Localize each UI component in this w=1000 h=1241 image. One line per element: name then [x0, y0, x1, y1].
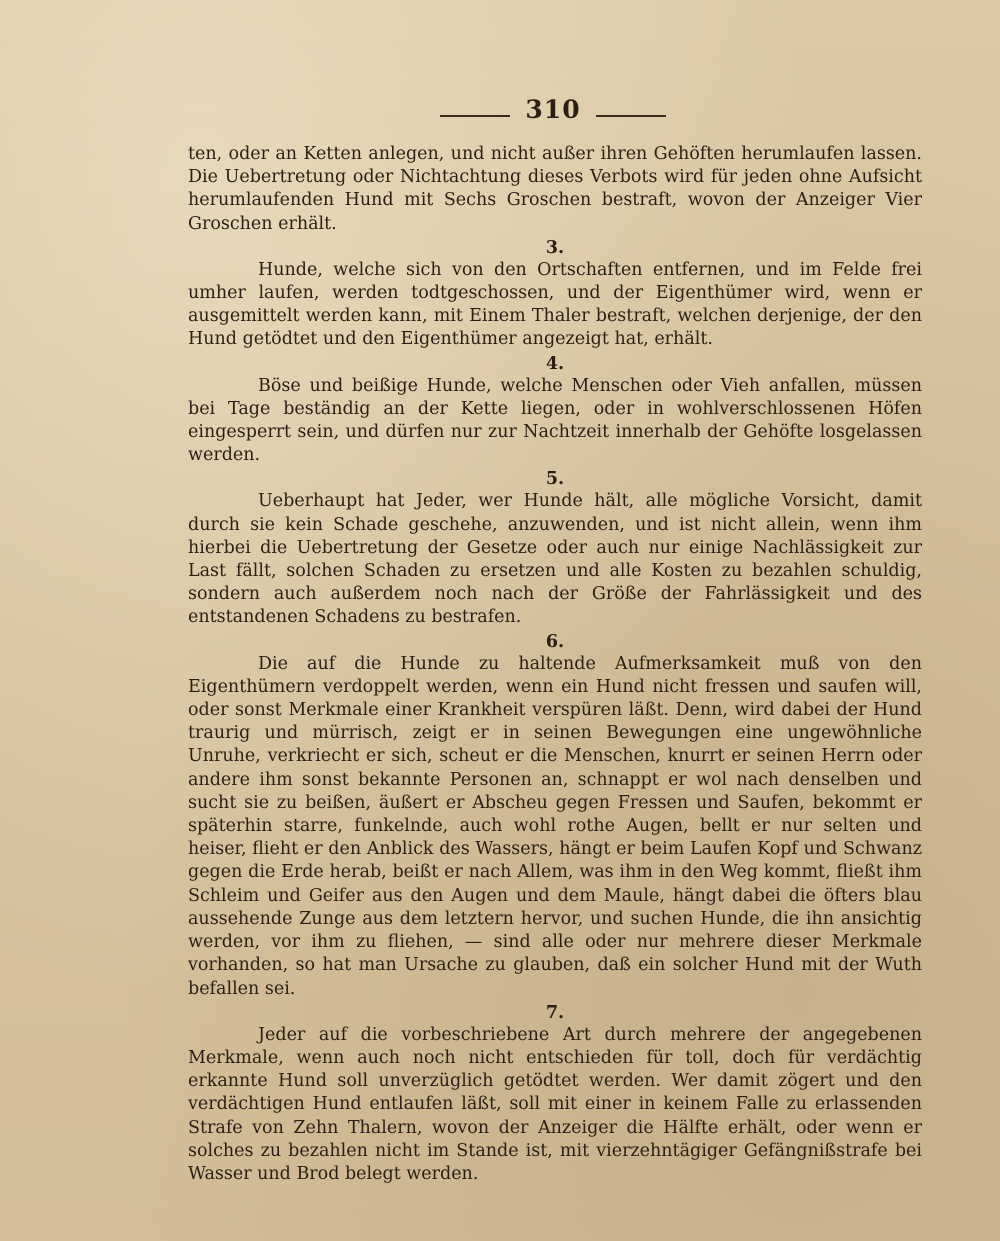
body-text — [188, 143, 922, 1186]
section-number-5: 5. — [545, 469, 565, 490]
section-number-7: 7. — [545, 1002, 565, 1023]
header-rule-left — [440, 115, 510, 117]
page-number: 310 — [525, 95, 581, 124]
paragraph-continuation: ten, oder an Ketten anlegen, und nicht außer ihren Gehöften herumlaufen lassen. Die Uebertretung oder Nichtachtung dieses Verbots wird für jeden ohne Aufsicht herumlaufenden Hund mit Sechs Groschen bestraft, wovon der Anzeiger Vier Groschen erhält. — [188, 144, 922, 234]
header-rule-right — [596, 115, 666, 117]
section-number-4: 4. — [545, 353, 565, 374]
section-number-6: 6. — [545, 631, 565, 652]
page-header — [0, 95, 1000, 135]
paragraph-section-5: Ueberhaupt hat Jeder, wer Hunde hält, alle mögliche Vorsicht, damit durch sie kein Schade geschehe, anzuwenden, und ist nicht allein, wenn ihm hierbei die Uebertretung der Gesetze oder auch nur einige Nachlässigkeit zur Last fällt, solchen Schaden zu ersetzen und alle Kosten zu bezahlen schuldig, sondern auch außerdem noch nach der Größe der Fahrlässigkeit und des entstandenen Schadens zu bestrafen. — [188, 491, 922, 628]
section-number-3: 3. — [545, 237, 565, 258]
paragraph-section-6: Die auf die Hunde zu haltende Aufmerksamkeit muß von den Eigenthümern verdoppelt werden, wenn ein Hund nicht fressen und saufen will, oder sonst Merkmale einer Krankheit verspüren läßt. Denn, wird dabei der Hund traurig und mürrisch, zeigt er in seinen Bewegungen eine ungewöhnliche Unruhe, verkriecht er sich, scheut er die Menschen, knurrt er seinen Herrn oder andere ihm sonst bekannte Personen an, schnappt er wol nach denselben und sucht sie zu beißen, äußert er Abscheu gegen Fressen und Saufen, bekommt er späterhin starre, funkelnde, auch wohl rothe Augen, bellt er nur selten und heiser, flieht er den Anblick des Wassers, hängt er beim Laufen Kopf und Schwanz gegen die Erde herab, beißt er nach Allem, was ihm in den Weg kommt, fließt ihm Schleim und Geifer aus den Augen und dem Maule, hängt dabei die öfters blau aussehende Zunge aus dem letztern hervor, und suchen Hunde, die ihn ansichtig werden, vor ihm zu fliehen, — sind alle oder nur mehrere dieser Merkmale vorhanden, so hat man Ursache zu glauben, daß ein solcher Hund mit der Wuth befallen sei. — [188, 653, 922, 999]
paragraph-section-4: Böse und beißige Hunde, welche Menschen oder Vieh anfallen, müssen bei Tage beständig an der Kette liegen, oder in wohlverschlossenen Höfen eingesperrt sein, und dürfen nur zur Nachtzeit innerhalb der Gehöfte losgelassen werden. — [188, 375, 922, 466]
paragraph-section-7: Jeder auf die vorbeschriebene Art durch mehrere der angegebenen Merkmale, wenn auch noch nicht entschieden für toll, doch für verdächtig erkannte Hund soll unverzüglich getödtet werden. Wer damit zögert und den verdächtigen Hund entlaufen läßt, soll mit einer in keinem Falle zu erlassenden Strafe von Zehn Thalern, wovon der Anzeiger die Hälfte erhält, oder wenn er solches zu bezahlen nicht im Stande ist, mit vierzehntägiger Gefängnißstrafe bei Wasser und Brod belegt werden. — [188, 1024, 922, 1184]
paragraph-section-3: Hunde, welche sich von den Ortschaften entfernen, und im Felde frei umher laufen, werden todtgeschossen, und der Eigenthümer wird, wenn er ausgemittelt werden kann, mit Einem Thaler bestraft, welchen derjenige, der den Hund getödtet und den Eigenthümer angezeigt hat, erhält. — [188, 259, 922, 350]
